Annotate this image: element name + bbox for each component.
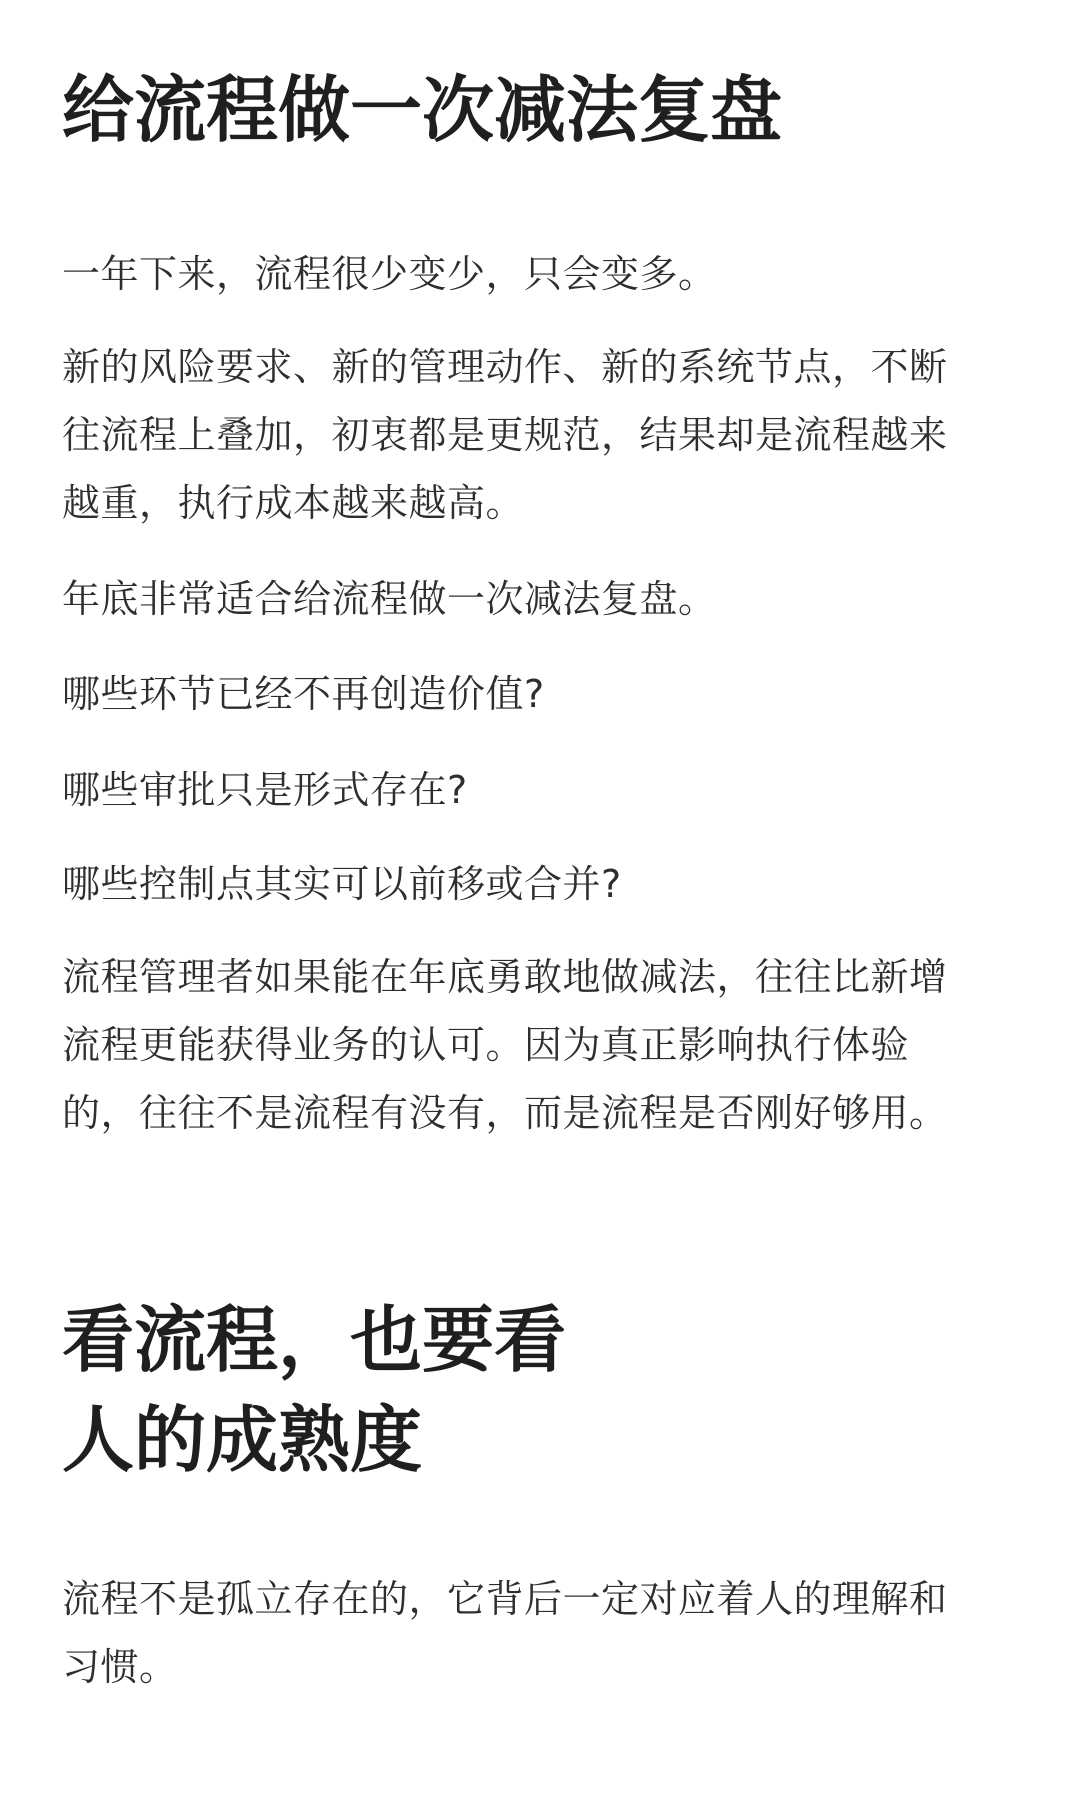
paragraph bbox=[62, 1565, 1022, 1701]
paragraph-line: 哪些审批只是形式存在? bbox=[62, 768, 468, 812]
paragraph-line: 流程不是孤立存在的，它背后一定对应着人的理解和 bbox=[62, 1577, 948, 1621]
section-heading-1-line: 给流程做一次减法复盘 bbox=[62, 67, 783, 152]
paragraph-line: 习惯。 bbox=[62, 1645, 178, 1689]
paragraph-line: 往流程上叠加，初衷都是更规范，结果却是流程越来 bbox=[62, 413, 948, 457]
paragraph-line: 年底非常适合给流程做一次减法复盘。 bbox=[62, 577, 717, 621]
paragraph-question bbox=[62, 660, 1022, 728]
section-heading-2-line: 人的成熟度 bbox=[62, 1397, 423, 1482]
paragraph-line: 哪些控制点其实可以前移或合并? bbox=[62, 862, 622, 906]
paragraph-line: 流程管理者如果能在年底勇敢地做减法，往往比新增 bbox=[62, 955, 948, 999]
paragraph-line: 新的风险要求、新的管理动作、新的系统节点，不断 bbox=[62, 345, 948, 389]
paragraph-line: 的，往往不是流程有没有，而是流程是否刚好够用。 bbox=[62, 1091, 948, 1135]
paragraph bbox=[62, 240, 1022, 308]
paragraph-line: 一年下来，流程很少变少，只会变多。 bbox=[62, 252, 717, 296]
paragraph-line: 越重，执行成本越来越高。 bbox=[62, 481, 525, 525]
paragraph bbox=[62, 333, 1022, 537]
paragraph bbox=[62, 565, 1022, 633]
section-heading-1 bbox=[62, 60, 782, 160]
paragraph bbox=[62, 943, 1022, 1147]
paragraph-line: 流程更能获得业务的认可。因为真正影响执行体验 bbox=[62, 1023, 910, 1067]
paragraph-question bbox=[62, 756, 1022, 824]
section-heading-2 bbox=[62, 1290, 566, 1490]
paragraph-line: 哪些环节已经不再创造价值? bbox=[62, 672, 545, 716]
section-heading-2-line: 看流程，也要看 bbox=[62, 1297, 567, 1382]
article bbox=[62, 0, 1022, 1800]
paragraph-question bbox=[62, 850, 1022, 918]
